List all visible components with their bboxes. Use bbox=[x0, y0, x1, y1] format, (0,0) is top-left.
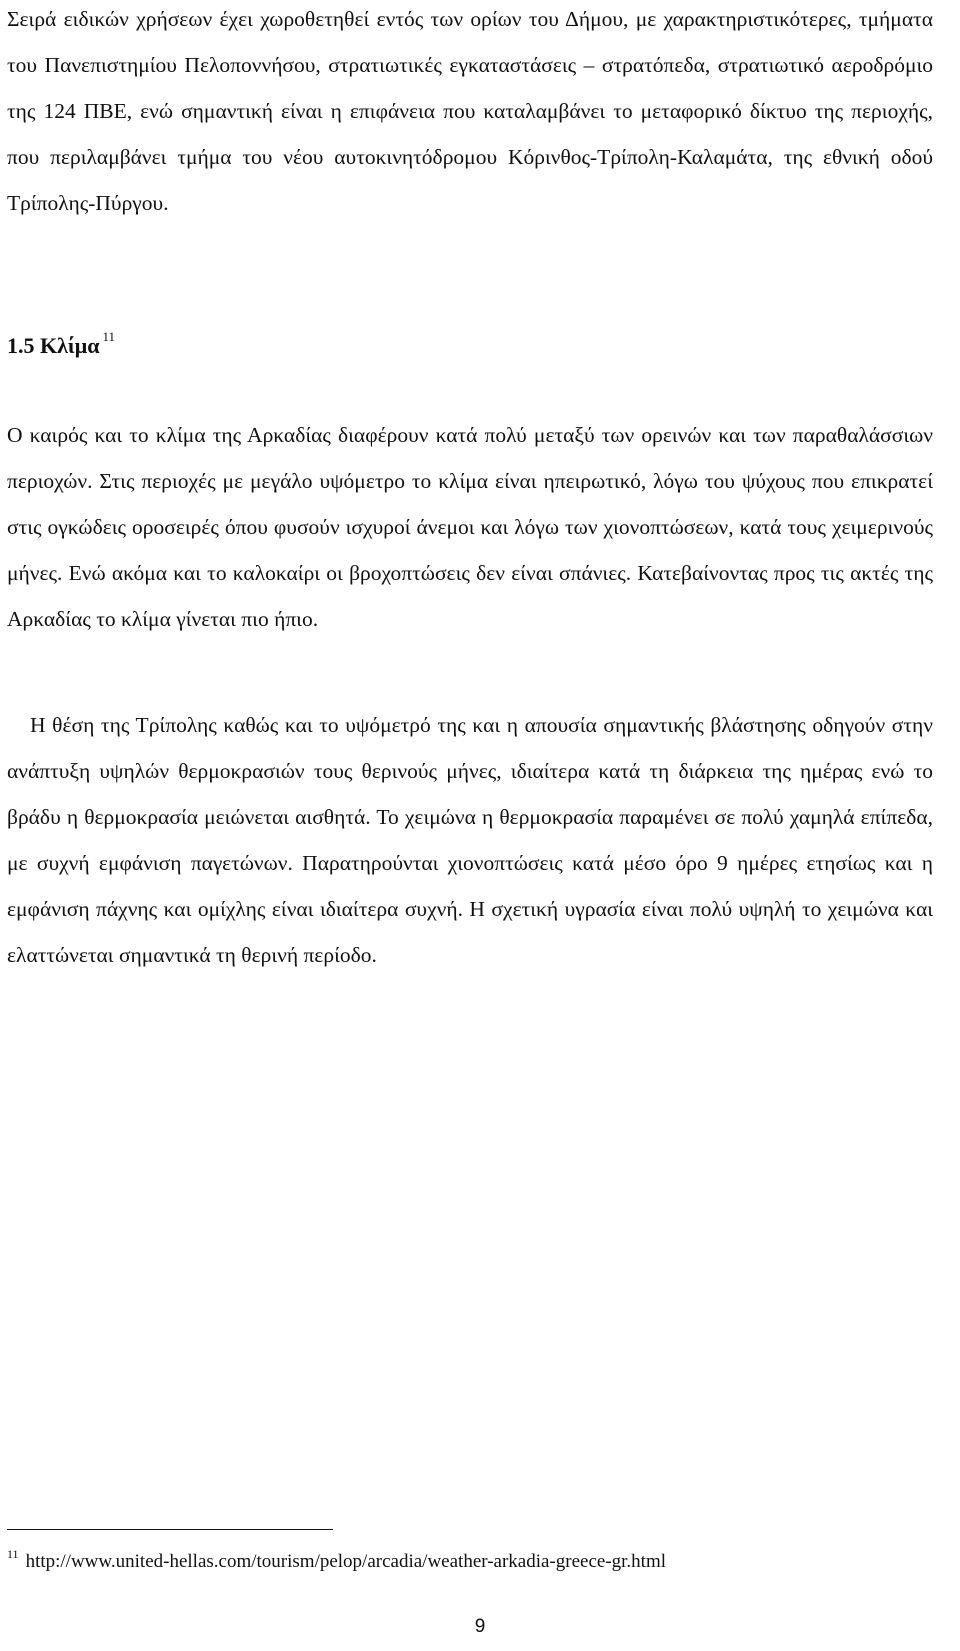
footnote-marker: 11 bbox=[7, 1547, 19, 1561]
page-number: 9 bbox=[474, 1616, 486, 1637]
footnote-divider bbox=[7, 1529, 333, 1530]
paragraph-climate-overview: Ο καιρός και το κλίμα της Αρκαδίας διαφέρουν κατά πολύ μεταξύ των ορεινών και των παραθαλάσσιων περιοχών. Στις περιοχές με μεγάλο υψόμετρο το κλίμα είναι ηπειρωτικό, λόγω του ψύχους που επικρατεί στις ογκώδεις οροσειρές όπου φυσούν ισχυροί άνεμοι και λόγω των χιονοπτώσεων, κατά τους χειμερινούς μήνες. Ενώ ακόμα και το καλοκαίρι οι βροχοπτώσεις δεν είναι σπάνιες. Κατεβαίνοντας προς τις ακτές της Αρκαδίας το κλίμα γίνεται πιο ήπιο. bbox=[7, 423, 933, 631]
footnote-reference: 11 bbox=[102, 329, 116, 344]
footnote-url: http://www.united-hellas.com/tourism/pelop/arcadia/weather-arkadia-greece-gr.html bbox=[25, 1551, 667, 1572]
section-heading-text: 1.5 Κλίμα bbox=[7, 333, 100, 358]
paragraph-tripoli-climate: Η θέση της Τρίπολης καθώς και το υψόμετρό της και η απουσία σημαντικής βλάστησης οδηγούν στην ανάπτυξη υψηλών θερμοκρασιών τους θερινούς μήνες, ιδιαίτερα κατά τη διάρκεια της ημέρας ενώ το βράδυ η θερμοκρασία μειώνεται αισθητά. Το χειμώνα η θερμοκρασία παραμένει σε πολύ χαμηλά επίπεδα, με συχνή εμφάνιση παγετώνων. Παρατηρούνται χιονοπτώσεις κατά μέσο όρο 9 ημέρες ετησίως και η εμφάνιση πάχνης και ομίχλης είναι ιδιαίτερα συχνή. Η σχετική υγρασία είναι πολύ υψηλή το χειμώνα και ελαττώνεται σημαντικά τη θερινή περίοδο. bbox=[7, 713, 933, 967]
paragraph-land-use: Σειρά ειδικών χρήσεων έχει χωροθετηθεί εντός των ορίων του Δήμου, με χαρακτηριστικότερες, τμήματα του Πανεπιστημίου Πελοποννήσου, στρατιωτικές εγκαταστάσεις – στρατόπεδα, στρατιωτικό αεροδρόμιο της 124 ΠΒΕ, ενώ σημαντική είναι η επιφάνεια που καταλαμβάνει το μεταφορικό δίκτυο της περιοχής, που περιλαμβάνει τμήμα του νέου αυτοκινητόδρομου Κόρινθος-Τρίπολη-Καλαμάτα, της εθνική οδού Τρίπολης-Πύργου. bbox=[7, 7, 933, 215]
footnote bbox=[7, 1548, 666, 1577]
section-heading bbox=[7, 326, 115, 369]
